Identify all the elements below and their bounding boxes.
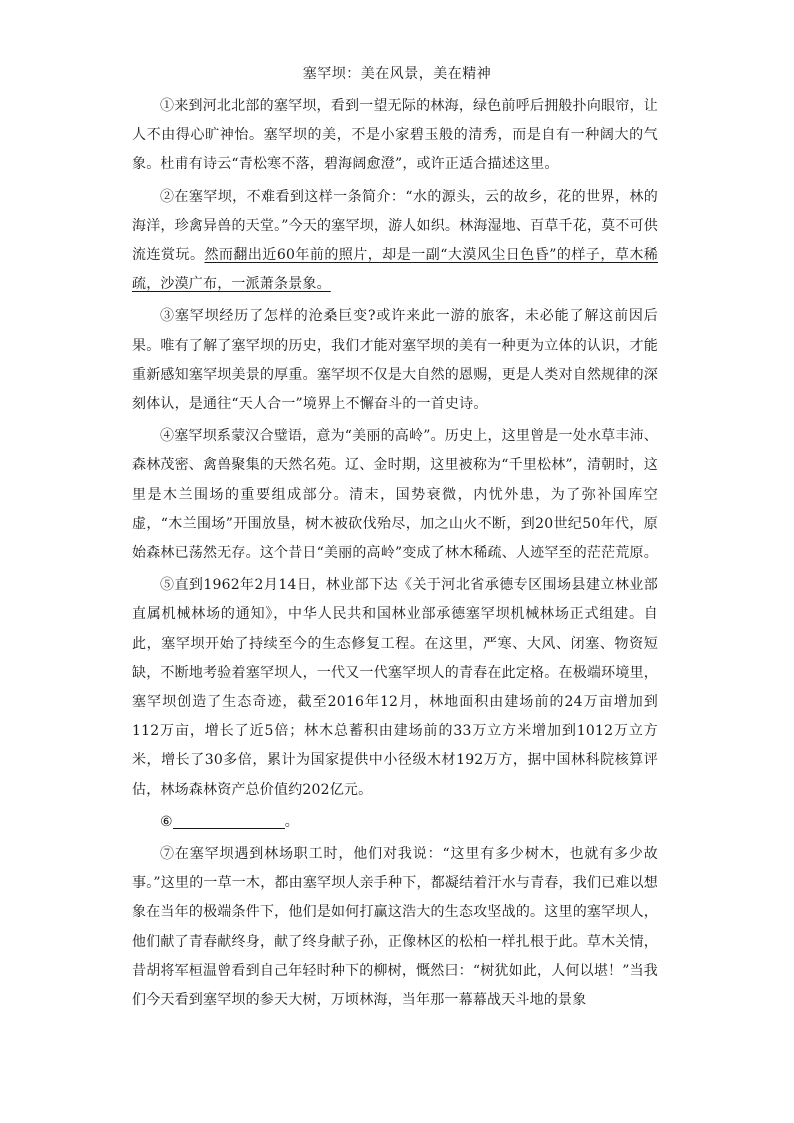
paragraph-6 [132, 808, 658, 837]
underlined-sentence: 然而翻出近60年前的照片，却是一副“大漠风尘日色昏”的样子，草木稀疏，沙漠广布，一派萧条景象。 [132, 247, 659, 293]
paragraph-1: ①来到河北北部的塞罕坝，看到一望无际的林海，绿色前呼后拥般扑向眼帘，让人不由得心旷神怡。塞罕坝的美，不是小家碧玉般的清秀，而是自有一种阔大的气象。杜甫有诗云“青松寒不落，碧海阔愈澄”，或许正适合描述这里。 [132, 98, 658, 173]
paragraph-2-text: ②在塞罕坝，不难看到这样一条简介：“水的源头，云的故乡，花的世界，林的海洋，珍禽异兽的天堂。”今天的塞罕坝，游人如织。林海湿地、百草千花，莫不可供流连赏玩。 [132, 188, 658, 264]
page-title: 塞罕坝：美在风景，美在精神 [302, 66, 492, 82]
paragraph-5: ⑤直到1962年2月14日，林业部下达《关于河北省承德专区围场县建立林业部直属机械林场的通知》，中华人民共和国林业部承德塞罕坝机械林场正式组建。自此，塞罕坝开始了持续至今的生态修复工程。在这里，严寒、大风、闭塞、物资短缺，不断地考验着塞罕坝人，一代又一代塞罕坝人的青春在此定格。在极端环境里，塞罕坝创造了生态奇迹，截至2016年12月，林地面积由建场前的24万亩增加到112万亩，增长了近5倍；林木总蓄积由建场前的33万立方米增加到1012万立方米，增长了30多倍，累计为国家提供中小径级木材192万方，据中国林科院核算评估，林场森林资产总价值约202亿元。 [132, 577, 658, 798]
paragraph-6-number: ⑥ [160, 813, 173, 830]
paragraph-3: ③塞罕坝经历了怎样的沧桑巨变?或许来此一游的旅客，未必能了解这前因后果。唯有了解了塞罕坝的历史，我们才能对塞罕坝的美有一种更为立体的认识，才能重新感知塞罕坝美景的厚重。塞罕坝不仅是大自然的恩赐，更是人类对自然规律的深刻体认，是通往“天人合一”境界上不懈奋斗的一首史诗。 [132, 308, 658, 413]
article-body [132, 92, 658, 1015]
fill-in-blank[interactable] [173, 812, 285, 829]
paragraph-2 [132, 183, 658, 300]
paragraph-6-period: 。 [284, 813, 299, 830]
paragraph-7: ⑦在塞罕坝遇到林场职工时，他们对我说：“这里有多少树木，也就有多少故事。”这里的一草一木，都由塞罕坝人亲手种下，都凝结着汗水与青春，我们已难以想象在当年的极端条件下，他们是如何打赢这浩大的生态攻坚战的。这里的塞罕坝人，他们献了青春献终身，献了终身献子孙，正像林区的松柏一样扎根于此。草木关情，昔胡将军桓温曾看到自己年轻时种下的柳树，慨然曰：“树犹如此，人何以堪！”当我们今天看到塞罕坝的参天大树，万顷林海，当年那一幕幕战天斗地的景象 [132, 846, 658, 1009]
paragraph-4: ④塞罕坝系蒙汉合璧语，意为“美丽的高岭”。历史上，这里曾是一处水草丰沛、森林茂密、禽兽聚集的天然名苑。辽、金时期，这里被称为“千里松林”，清朝时，这里是木兰围场的重要组成部分。清末，国势衰微，内忧外患，为了弥补国库空虚，“木兰围场”开围放垦，树木被砍伐殆尽，加之山火不断，到20世纪50年代，原始森林已荡然无存。这个昔日“美丽的高岭”变成了林木稀疏、人迹罕至的茫茫荒原。 [132, 428, 658, 562]
